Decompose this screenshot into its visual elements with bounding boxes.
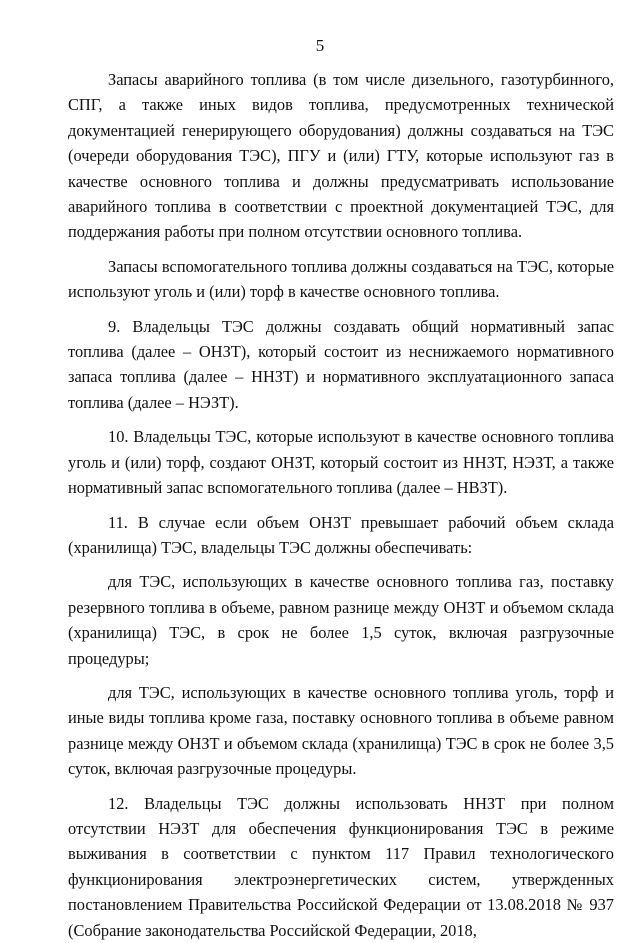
paragraph-item-10: 10. Владельцы ТЭС, которые используют в качестве основного топлива уголь и (или) торф, создают ОНЗТ, который состоит из ННЗТ, НЭЗТ, а также нормативный запас вспомогательного топлива (далее – НВЗТ). bbox=[68, 427, 614, 498]
paragraph-item-12: 12. Владельцы ТЭС должны использовать ННЗТ при полном отсутствии НЭЗТ для обеспечения функционирования ТЭС в режиме выживания в соответствии с пунктом 117 Правил технологического функционирования электроэнергетических систем, утвержденных постановлением Правительства Российской Федерации от 13.08.2018 № 937 (Собрание законодательства Российской Федерации, 2018, bbox=[68, 793, 614, 940]
paragraph-auxiliary-fuel: Запасы вспомогательного топлива должны создаваться на ТЭС, которые используют уголь и (или) торф в качестве основного топлива. bbox=[68, 256, 614, 302]
page-number: 5 bbox=[315, 36, 325, 55]
document-body bbox=[68, 67, 614, 943]
paragraph-emergency-fuel: Запасы аварийного топлива (в том числе дизельного, газотурбинного, СПГ, а также иных видов топлива, предусмотренных технической документацией генерирующего оборудования) должны создаваться на ТЭС (очереди оборудования ТЭС), ПГУ и (или) ГТУ, которые используют газ в качестве основного топлива и должны предусматривать использование аварийного топлива в соответствии с проектной документацией ТЭС, для поддержания работы при полном отсутствии основного топлива. bbox=[68, 70, 614, 242]
paragraph-coal-tes: для ТЭС, использующих в качестве основного топлива уголь, торф и иные виды топлива кроме газа, поставку основного топлива в объеме равном разнице между ОНЗТ и объемом склада (хранилища) ТЭС в срок не более 3,5 суток, включая разгрузочные процедуры. bbox=[68, 682, 614, 779]
paragraph-item-9: 9. Владельцы ТЭС должны создавать общий нормативный запас топлива (далее – ОНЗТ), который состоит из неснижаемого нормативного запаса топлива (далее – ННЗТ) и нормативного эксплуатационного запаса топлива (далее – НЭЗТ). bbox=[68, 316, 614, 412]
paragraph-gas-tes: для ТЭС, использующих в качестве основного топлива газ, поставку резервного топлива в объеме, равном разнице между ОНЗТ и объемом склада (хранилища) ТЭС, в срок не более 1,5 суток, включая разгрузочные процедуры; bbox=[68, 572, 614, 668]
paragraph-item-11: 11. В случае если объем ОНЗТ превышает рабочий объем склада (хранилища) ТЭС, владельцы ТЭС должны обеспечивать: bbox=[68, 512, 614, 557]
